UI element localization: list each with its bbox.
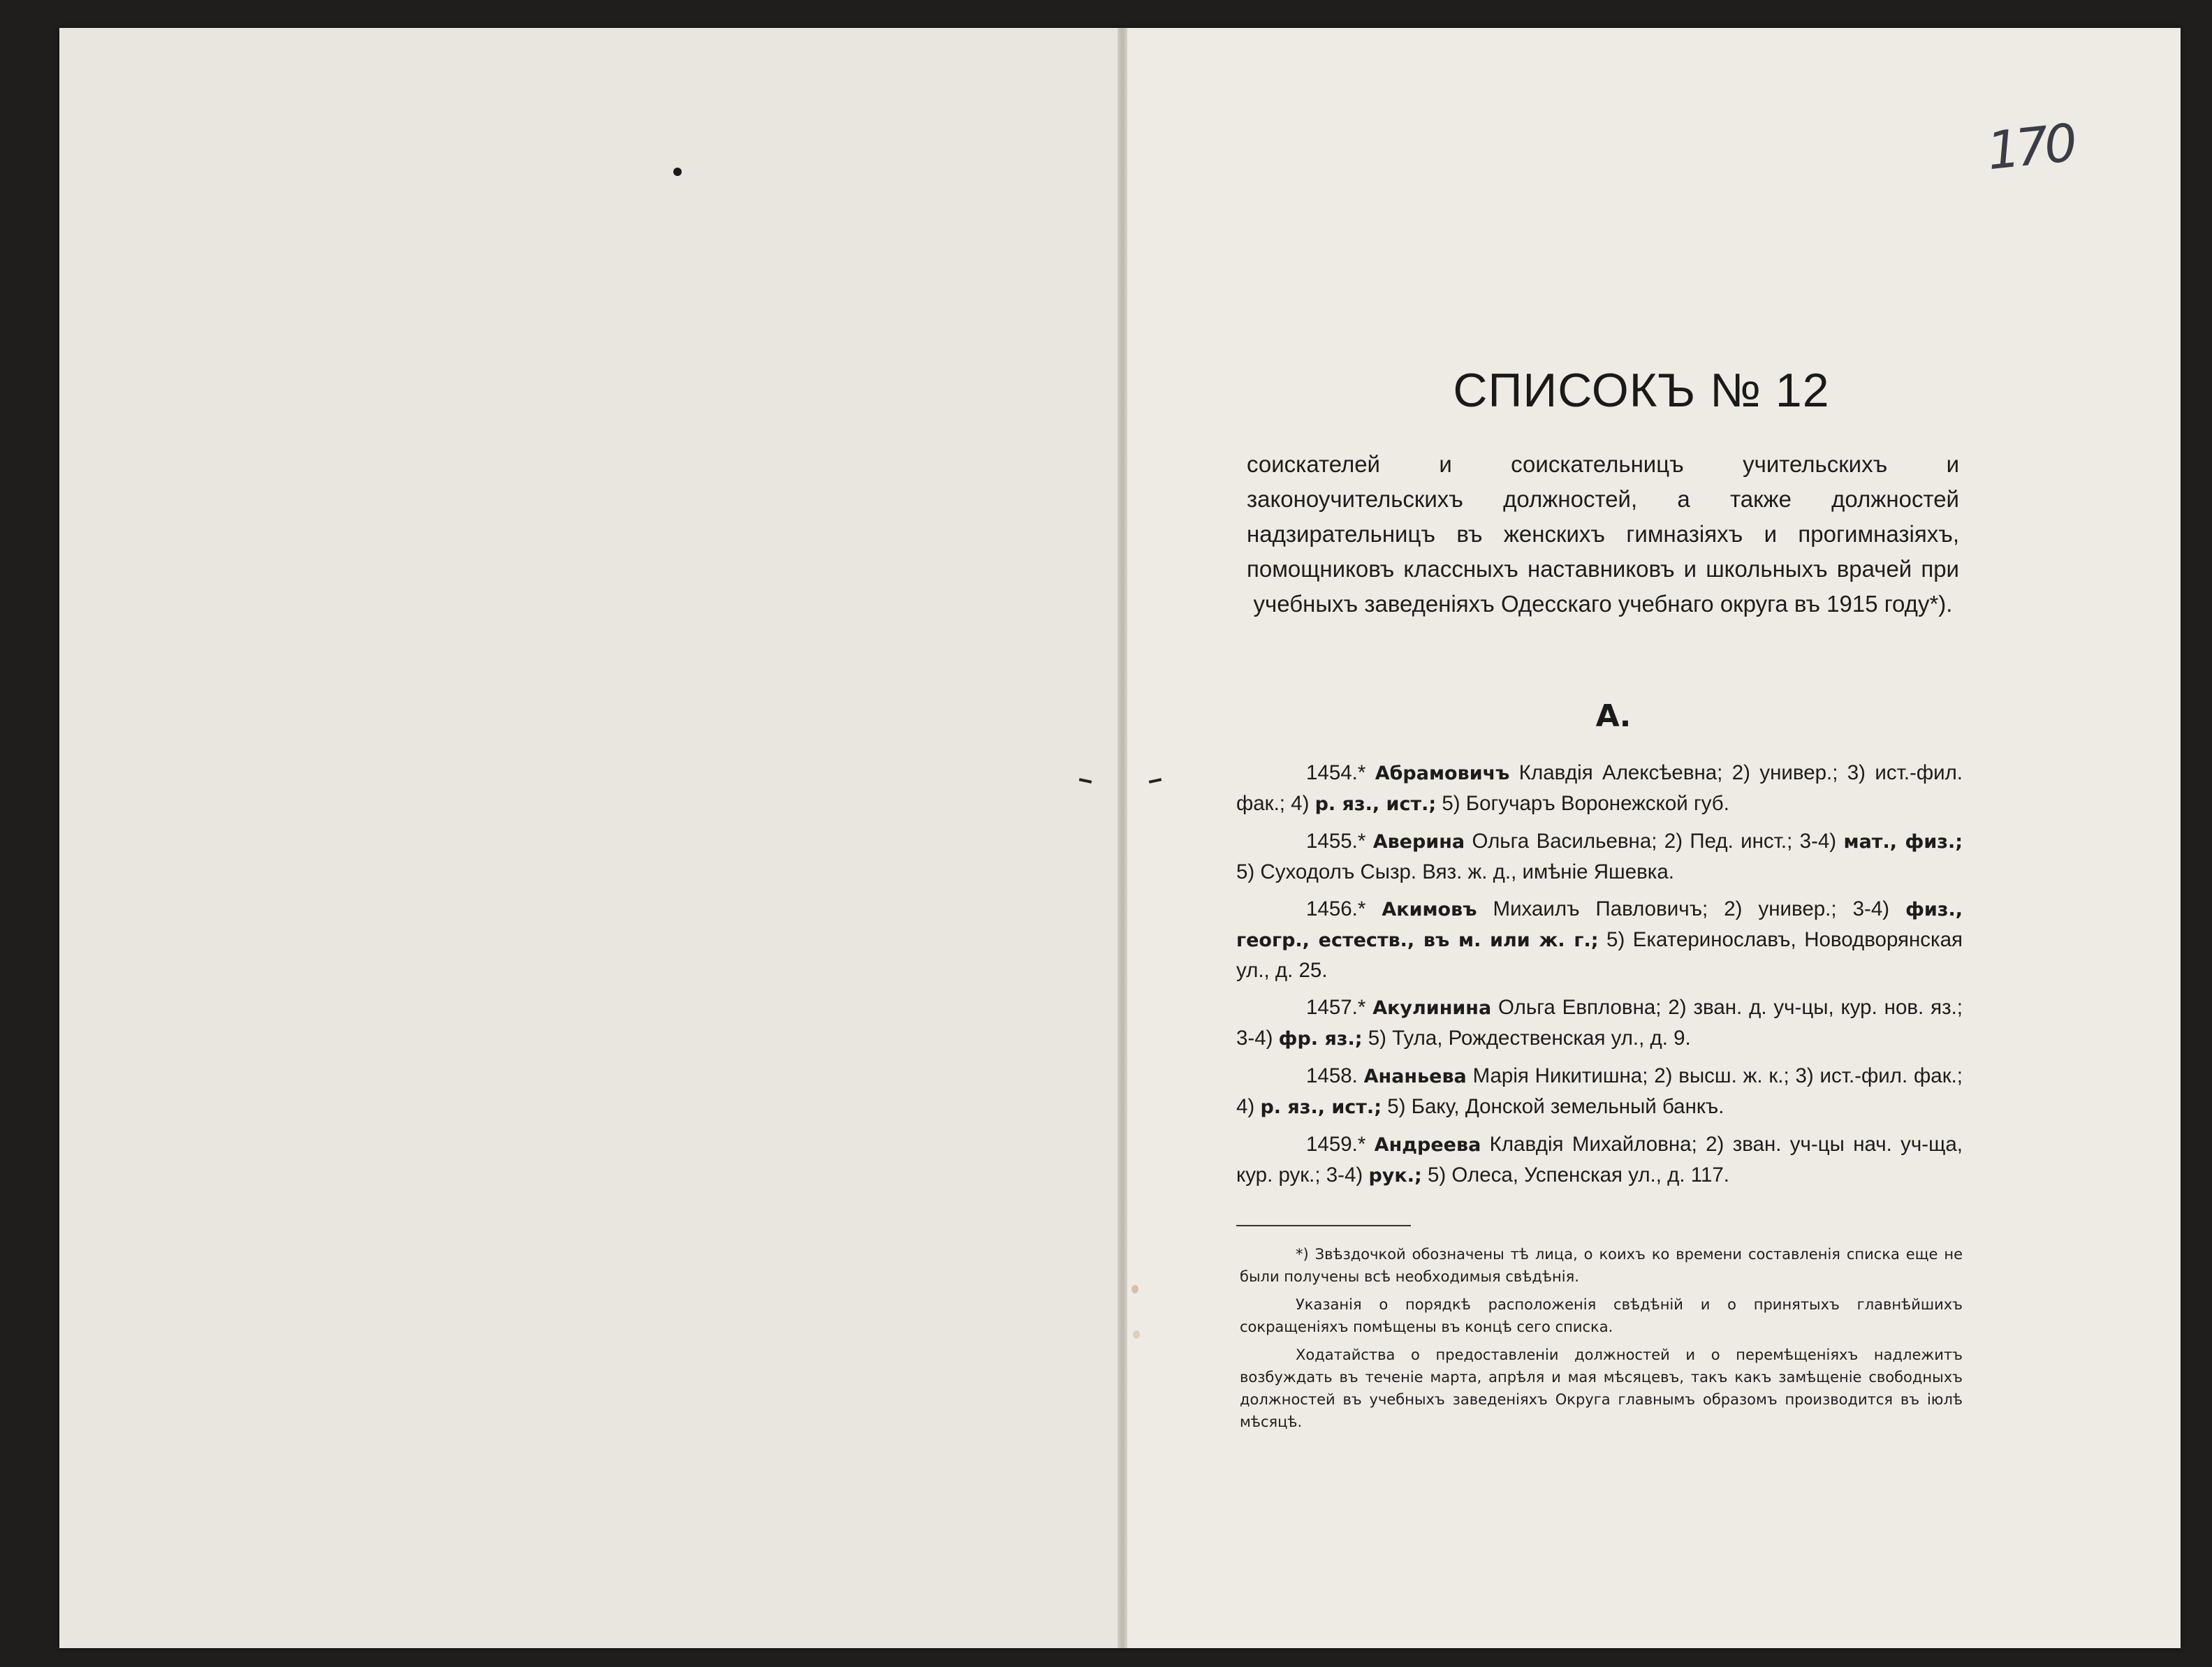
footnote: Ходатайства о предоставленіи должностей и о перемѣщеніяхъ надлежитъ возбуждать въ теченіе марта, апрѣля и мая мѣсяцевъ, такъ какъ замѣщеніе свободныхъ должностей въ учебныхъ заведеніяхъ Округа главнымъ образомъ производится въ іюлѣ мѣсяцѣ. [1240, 1346, 1963, 1430]
page-title: СПИСОКЪ № 12 [1453, 364, 1830, 417]
footnote: *) Звѣздочкой обозначены тѣ лица, о коихъ ко времени составленія списка еще не были получены всѣ необходимыя свѣдѣнія. [1240, 1246, 1963, 1285]
entry-address: 5) Екатеринославъ, Новодворянская ул., д. 25. [1236, 928, 1963, 982]
entry-subjects: мат., физ.; [1843, 831, 1963, 853]
entry-subjects: физ., геогр., естеств., въ м. или ж. г.; [1236, 899, 1963, 951]
entry-text: Клавдія Алексѣевна; 2) универ.; 3) ист.-фил. фак.; 4) [1236, 761, 1963, 815]
entry-name: Абрамовичъ [1375, 763, 1510, 784]
entry-name: Андреева [1374, 1134, 1481, 1156]
list-entry [1236, 992, 1963, 1054]
entry-address: 5) Богучаръ Воронежской губ. [1436, 792, 1729, 815]
entry-name: Аверина [1372, 831, 1465, 853]
entry-address: 5) Баку, Донской земельный банкъ. [1382, 1095, 1724, 1118]
entry-number: 1457.* [1306, 996, 1366, 1019]
entry-name: Акулинина [1372, 997, 1492, 1019]
handwritten-page-number: 170 [1984, 112, 2077, 182]
list-entry [1236, 1129, 1963, 1191]
list-entry [1236, 894, 1963, 985]
entry-number: 1454.* [1306, 761, 1366, 784]
entry-subjects: рук.; [1368, 1165, 1422, 1187]
entry-number: 1456.* [1306, 897, 1366, 920]
entry-subjects: р. яз., ист.; [1260, 1096, 1382, 1118]
entries-list [1236, 758, 1963, 1198]
stain-mark [1133, 1330, 1140, 1339]
entry-address: 5) Тула, Рождественская ул., д. 9. [1362, 1027, 1691, 1050]
entry-name: Акимовъ [1382, 899, 1477, 920]
stain-mark [1131, 1285, 1138, 1293]
footnote-divider [1236, 1225, 1411, 1226]
list-subtitle: соискателей и соискательницъ учительскихъ и законоучительскихъ должностей, а также должностей надзирательницъ въ женскихъ гимназіяхъ и прогимназіяхъ, помощниковъ классныхъ наставниковъ и школьныхъ врачей при учебныхъ заведеніяхъ Одесскаго учебнаго округа въ 1915 году*). [1247, 451, 1959, 617]
entry-text: Марія Никитишна; 2) высш. ж. к.; 3) ист.-фил. фак.; 4) [1236, 1064, 1963, 1118]
entry-name: Ананьева [1363, 1066, 1467, 1087]
entry-address: 5) Суходолъ Сызр. Вяз. ж. д., имѣніе Яшевка. [1236, 860, 1674, 883]
list-entry [1236, 1061, 1963, 1122]
section-letter: А. [1595, 698, 1632, 734]
footnote: Указанія о порядкѣ расположенія свѣдѣній и о принятыхъ главнѣйшихъ сокращеніяхъ помѣщены въ концѣ сего списка. [1240, 1296, 1963, 1335]
entry-address: 5) Олеса, Успенская ул., д. 117. [1421, 1163, 1729, 1187]
ink-dot [673, 168, 682, 176]
entry-text: Клавдія Михайловна; 2) зван. уч-цы нач. уч-ща, кур. рук.; 3-4) [1236, 1133, 1963, 1187]
entry-text: Ольга Васильевна; 2) Пед. инст.; 3-4) [1465, 830, 1844, 853]
entry-subjects: фр. яз.; [1278, 1028, 1363, 1050]
list-entry [1236, 758, 1963, 819]
entry-number: 1459.* [1306, 1133, 1366, 1156]
book-spine-fold [1118, 28, 1127, 1648]
entry-number: 1458. [1306, 1064, 1358, 1087]
entry-number: 1455.* [1306, 830, 1366, 853]
left-page-blank [59, 28, 1121, 1648]
entry-subjects: р. яз., ист.; [1314, 793, 1437, 815]
list-entry [1236, 826, 1963, 887]
entry-text: Михаилъ Павловичъ; 2) универ.; 3-4) [1477, 897, 1906, 920]
footnotes [1240, 1243, 1963, 1439]
entry-text: Ольга Евпловна; 2) зван. д. уч-цы, кур. нов. яз.; 3-4) [1236, 996, 1963, 1050]
